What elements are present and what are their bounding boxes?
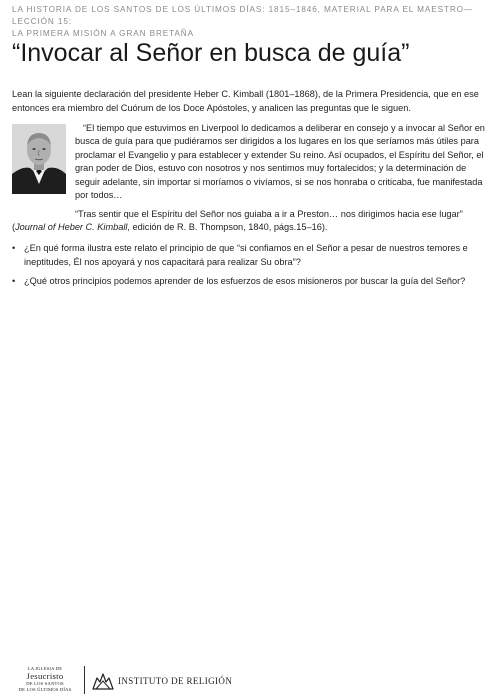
institute-label: INSTITUTO DE RELIGIÓN: [118, 676, 233, 686]
list-item: [12, 242, 490, 269]
intro-paragraph: Lean la siguiente declaración del presidente Heber C. Kimball (1801–1868), de la Primera Presidencia, que en ese entonces era miembro del Cuórum de los Doce Apóstoles, y analicen las preguntas que le siguen.: [12, 89, 479, 113]
institute-logo-icon: [92, 672, 114, 690]
list-item: [12, 275, 490, 289]
page-title: “Invocar al Señor en busca de guía”: [12, 39, 410, 67]
portrait-heber-kimball: [12, 124, 66, 194]
header-line-2: LA PRIMERA MISIÓN A GRAN BRETAÑA: [12, 29, 194, 38]
church-logo-line-1: LA IGLESIA DE: [27, 666, 63, 671]
page-footer: [12, 664, 492, 696]
kimball-quote: [75, 122, 490, 202]
footer-divider: [84, 666, 85, 694]
citation-title: Journal of Heber C. Kimball: [15, 222, 128, 233]
kimball-quote-continued: [12, 208, 490, 235]
bullet-icon: •: [12, 276, 16, 286]
quote-citation: [12, 221, 490, 234]
lesson-header: [12, 4, 488, 40]
quote-paragraph-2: “Tras sentir que el Espíritu del Señor nos guiaba a ir a Preston… nos dirigimos hacia ese lugar”: [75, 209, 463, 219]
portrait-image: [12, 124, 66, 194]
header-line-1: LA HISTORIA DE LOS SANTOS DE LOS ÚLTIMOS DÍAS: 1815–1846, MATERIAL PARA EL MAESTRO—LECCIÓN 15:: [12, 5, 474, 26]
question-text: ¿En qué forma ilustra este relato el principio de que “si confiamos en el Señor a pesar de nuestros temores e ineptitudes, Él nos apoyará y nos capacitará para realizar Su obra”?: [24, 243, 468, 267]
question-text: ¿Qué otros principios podemos aprender de los esfuerzos de esos misioneros por buscar la guía del Señor?: [24, 276, 466, 286]
church-logo-line-3: DE LOS SANTOS: [26, 681, 64, 686]
quote-paragraph-1: “El tiempo que estuvimos en Liverpool lo dedicamos a deliberar en consejo y a invocar al Señor en busca de guía para que pudiéramos ser dirigidos a los lugares en los que seríamos más útiles para proclamar el Evangelio y para establecer y extender Su reino. Así ocupados, el Espíritu del Señor, el gran poder de Dios, estuvo con nosotros y nos sentimos muy fortalecidos; y la determinación de seguir adelante, sin importar si moríamos o vivíamos, si se nos honraba o criticaba, fue manifestada por todos…: [75, 123, 485, 201]
citation-rest: , edición de R. B. Thompson, 1840, págs.15–16).: [127, 222, 328, 233]
church-logo: [12, 666, 78, 692]
discussion-questions: [12, 242, 490, 295]
church-logo-line-2: Jesucristo: [26, 670, 64, 681]
bullet-icon: •: [12, 243, 16, 253]
citation-open: (: [12, 222, 16, 233]
church-logo-line-4: DE LOS ÚLTIMOS DÍAS: [18, 686, 72, 692]
